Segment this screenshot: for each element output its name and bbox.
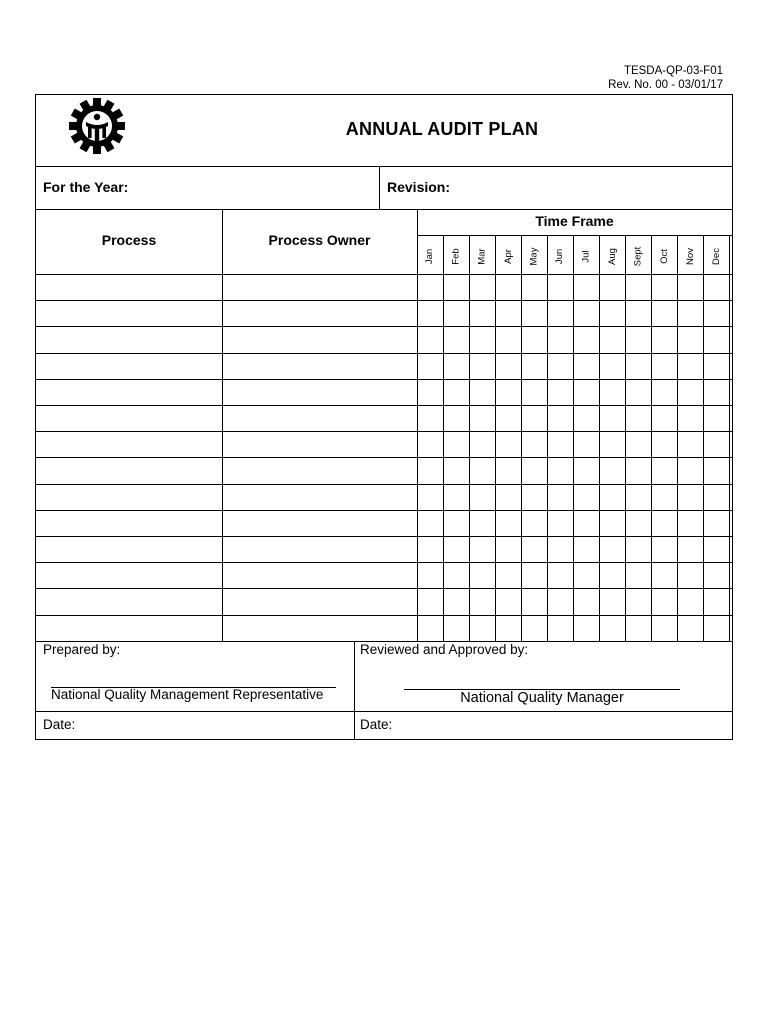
table-column-divider <box>495 235 496 641</box>
table-row-divider <box>36 562 732 563</box>
table-row-divider <box>36 274 732 275</box>
table-row-divider <box>36 588 732 589</box>
table-row-divider <box>36 300 732 301</box>
table-row-divider <box>36 484 732 485</box>
table-column-divider <box>729 235 730 641</box>
table-column-divider <box>625 235 626 641</box>
table-row-divider <box>36 457 732 458</box>
month-jan: Jan <box>424 248 436 264</box>
divider <box>354 641 355 739</box>
table-column-divider <box>521 235 522 641</box>
audit-plan-form <box>35 94 733 740</box>
prepared-by-title: National Quality Management Representative <box>51 687 324 702</box>
month-jul: Jul <box>580 249 592 263</box>
table-column-divider <box>677 235 678 641</box>
divider <box>36 166 732 167</box>
table-column-divider <box>573 235 574 641</box>
month-dec: Dec <box>710 247 722 265</box>
table-row-divider <box>36 326 732 327</box>
divider <box>36 711 732 712</box>
month-sept: Sept <box>632 246 644 266</box>
month-feb: Feb <box>450 247 462 265</box>
for-the-year-label: For the Year: <box>43 179 129 195</box>
table-column-divider <box>469 235 470 641</box>
time-frame-header: Time Frame <box>535 213 614 229</box>
process-owner-header: Process Owner <box>268 232 371 248</box>
table-row-divider <box>36 353 732 354</box>
date-label-approved: Date: <box>360 717 393 732</box>
table-row-divider <box>36 536 732 537</box>
date-label-prepared: Date: <box>43 717 76 732</box>
divider <box>379 166 380 209</box>
document-code: TESDA-QP-03-F01 <box>623 65 723 77</box>
table-column-divider <box>651 235 652 641</box>
reviewed-approved-label: Reviewed and Approved by: <box>360 642 529 657</box>
month-jun: Jun <box>554 248 566 264</box>
process-header: Process <box>101 232 157 248</box>
month-aug: Aug <box>606 247 618 265</box>
month-mar: Mar <box>476 247 488 265</box>
table-column-divider <box>599 235 600 641</box>
divider <box>36 209 732 210</box>
form-title: ANNUAL AUDIT PLAN <box>345 119 539 139</box>
table-row-divider <box>36 405 732 406</box>
table-row-divider <box>36 510 732 511</box>
table-column-divider <box>417 209 418 641</box>
revision-label: Revision: <box>387 179 451 195</box>
table-column-divider <box>222 209 223 641</box>
document-reference <box>608 65 723 92</box>
revision-number: Rev. No. 00 - 03/01/17 <box>608 78 723 91</box>
approved-by-title: National Quality Manager <box>460 690 624 706</box>
table-column-divider <box>547 235 548 641</box>
month-nov: Nov <box>684 247 696 265</box>
month-apr: Apr <box>502 248 514 264</box>
table-row-divider <box>36 615 732 616</box>
table-row-divider <box>36 379 732 380</box>
divider <box>417 235 732 236</box>
prepared-by-label: Prepared by: <box>43 642 121 657</box>
month-oct: Oct <box>658 248 670 264</box>
table-column-divider <box>443 235 444 641</box>
month-may: May <box>528 247 540 265</box>
table-row-divider <box>36 431 732 432</box>
table-column-divider <box>703 235 704 641</box>
